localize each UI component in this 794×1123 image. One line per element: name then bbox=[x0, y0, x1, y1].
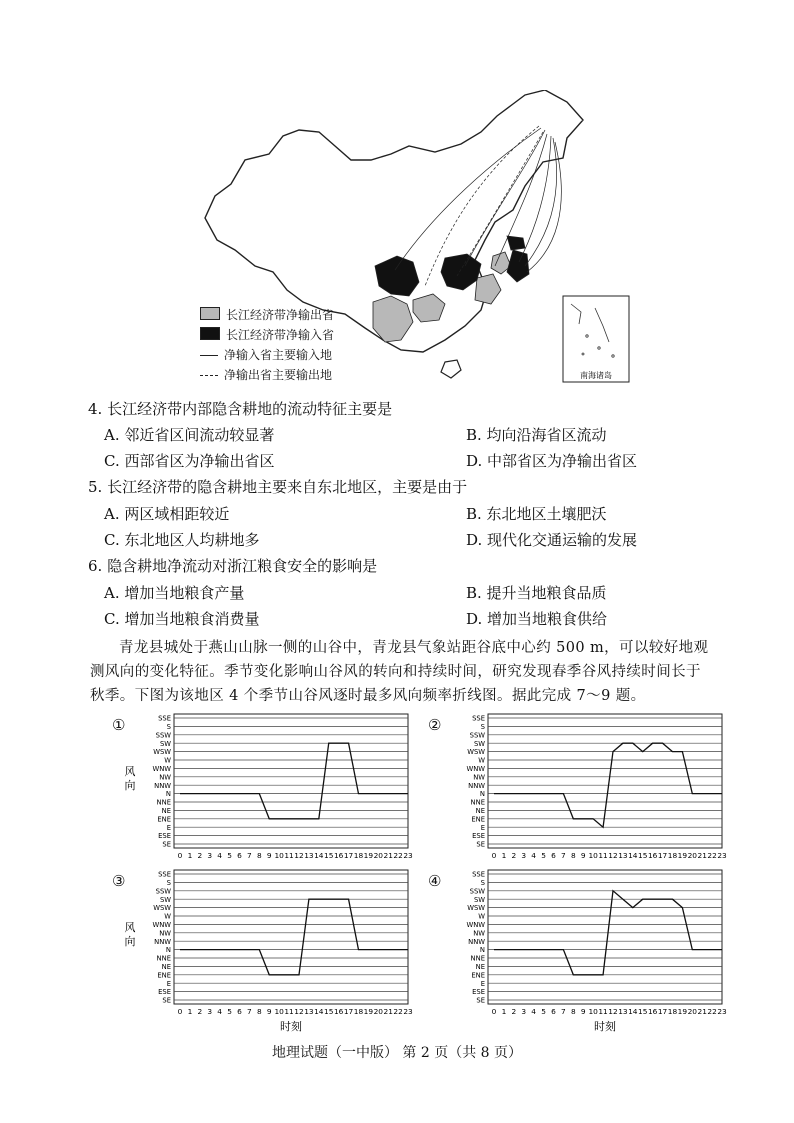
x-tick-label: 15 bbox=[324, 851, 334, 860]
x-tick-label: 5 bbox=[227, 851, 232, 860]
y-axis-label bbox=[125, 765, 136, 792]
question-6-stem: 6. 隐含耕地净流动对浙江粮食安全的影响是 bbox=[88, 557, 378, 575]
legend-export-flow bbox=[200, 366, 332, 383]
x-tick-label: 21 bbox=[697, 1007, 707, 1016]
y-tick-label: ENE bbox=[157, 815, 171, 824]
x-tick-label: 12 bbox=[608, 1007, 618, 1016]
plot-frame bbox=[488, 870, 722, 1004]
x-tick-label: 12 bbox=[608, 851, 618, 860]
x-tick-label: 12 bbox=[294, 851, 304, 860]
south-china-sea-inset bbox=[563, 296, 629, 382]
y-tick-label: E bbox=[480, 979, 485, 988]
question-6-option-b[interactable]: B. 提升当地粮食品质 bbox=[466, 584, 607, 602]
x-tick-label: 8 bbox=[256, 851, 262, 860]
export-province-hunan bbox=[475, 274, 501, 304]
x-tick-label: 9 bbox=[580, 851, 586, 860]
x-tick-label: 23 bbox=[403, 851, 413, 860]
y-tick-label: W bbox=[164, 756, 171, 765]
x-tick-label: 19 bbox=[677, 851, 688, 860]
y-tick-label: NE bbox=[475, 807, 485, 815]
y-tick-label: E bbox=[166, 979, 171, 988]
y-tick-label: ESE bbox=[158, 988, 171, 997]
x-tick-label: 13 bbox=[618, 1007, 628, 1016]
y-tick-label: SW bbox=[473, 739, 485, 748]
x-tick-label: 5 bbox=[541, 851, 546, 860]
x-tick-label: 2 bbox=[511, 1007, 517, 1016]
x-tick-label: 15 bbox=[638, 1007, 648, 1016]
china-map bbox=[195, 90, 635, 390]
x-tick-label: 15 bbox=[324, 1007, 334, 1016]
x-tick-label: 7 bbox=[247, 1007, 252, 1016]
question-6-option-a[interactable]: A. 增加当地粮食产量 bbox=[104, 584, 245, 602]
x-tick-label: 0 bbox=[177, 1007, 183, 1016]
y-tick-label: WNW bbox=[466, 765, 485, 773]
y-tick-label: SSW bbox=[469, 887, 485, 896]
x-tick-label: 6 bbox=[551, 851, 556, 860]
x-tick-label: 23 bbox=[717, 1007, 727, 1016]
x-tick-label: 1 bbox=[187, 1007, 193, 1016]
x-tick-label: 21 bbox=[383, 1007, 393, 1016]
y-tick-label: SSE bbox=[158, 870, 171, 879]
x-tick-label: 8 bbox=[570, 851, 576, 860]
chart-3-number: ③ bbox=[112, 872, 126, 890]
x-tick-label: 17 bbox=[343, 1007, 354, 1016]
series-line bbox=[180, 743, 408, 819]
x-tick-label: 16 bbox=[333, 1007, 344, 1016]
x-tick-label: 13 bbox=[618, 851, 628, 860]
x-tick-label: 23 bbox=[717, 851, 727, 860]
y-axis-label-char: 风 bbox=[124, 921, 136, 934]
question-5-option-a[interactable]: A. 两区域相距较近 bbox=[104, 505, 230, 523]
wind-chart-2 bbox=[432, 712, 732, 864]
x-tick-label: 20 bbox=[373, 851, 384, 860]
x-tick-label: 7 bbox=[247, 851, 252, 860]
y-tick-label: WNW bbox=[152, 921, 171, 929]
x-tick-label: 6 bbox=[551, 1007, 556, 1016]
wind-chart-4 bbox=[432, 868, 732, 1033]
x-tick-label: 4 bbox=[217, 1007, 223, 1016]
y-tick-label: SW bbox=[473, 895, 485, 904]
chart-4-number: ④ bbox=[428, 872, 442, 890]
x-tick-label: 3 bbox=[521, 851, 527, 860]
plot-frame bbox=[174, 714, 408, 848]
y-tick-label: NNE bbox=[156, 798, 171, 807]
y-tick-label: ENE bbox=[471, 971, 485, 980]
x-tick-label: 11 bbox=[598, 851, 608, 860]
y-tick-label: W bbox=[478, 756, 485, 765]
y-tick-label: SSE bbox=[472, 714, 485, 723]
x-tick-label: 19 bbox=[363, 851, 374, 860]
y-tick-label: NNW bbox=[468, 937, 485, 946]
series-line bbox=[180, 899, 408, 975]
x-tick-label: 20 bbox=[687, 1007, 698, 1016]
x-tick-label: 8 bbox=[256, 1007, 262, 1016]
y-tick-label: NW bbox=[473, 929, 485, 938]
y-tick-label: S bbox=[480, 879, 485, 887]
legend-black-swatch bbox=[200, 327, 220, 340]
y-tick-label: WSW bbox=[467, 748, 485, 757]
x-tick-label: 5 bbox=[541, 1007, 546, 1016]
y-tick-label: SE bbox=[476, 996, 485, 1005]
x-tick-label: 17 bbox=[657, 851, 668, 860]
x-tick-label: 16 bbox=[333, 851, 344, 860]
y-tick-label: WSW bbox=[467, 904, 485, 913]
x-tick-label: 9 bbox=[580, 1007, 586, 1016]
y-tick-label: NE bbox=[161, 963, 171, 971]
x-tick-label: 14 bbox=[628, 1007, 638, 1016]
x-tick-label: 14 bbox=[628, 851, 638, 860]
x-tick-label: 18 bbox=[667, 1007, 678, 1016]
y-tick-label: E bbox=[480, 823, 485, 832]
y-tick-label: SSE bbox=[158, 714, 171, 723]
y-tick-label: W bbox=[478, 912, 485, 921]
question-5-option-d[interactable]: D. 现代化交通运输的发展 bbox=[466, 531, 638, 549]
x-tick-label: 14 bbox=[314, 851, 324, 860]
x-tick-label: 11 bbox=[284, 851, 294, 860]
y-tick-label: SSE bbox=[472, 870, 485, 879]
x-tick-label: 21 bbox=[697, 851, 707, 860]
x-tick-label: 13 bbox=[304, 1007, 314, 1016]
x-tick-label: 10 bbox=[588, 1007, 598, 1016]
y-tick-label: S bbox=[166, 879, 171, 887]
chart-1-number: ① bbox=[112, 716, 126, 734]
plot-frame bbox=[488, 714, 722, 848]
x-tick-label: 0 bbox=[491, 1007, 497, 1016]
x-tick-label: 0 bbox=[491, 851, 497, 860]
y-tick-label: WSW bbox=[153, 904, 171, 913]
wind-chart-1 bbox=[118, 712, 418, 864]
y-tick-label: NNE bbox=[470, 954, 485, 963]
y-axis-label-char: 向 bbox=[124, 779, 136, 792]
legend-label: 长江经济带净输入省 bbox=[226, 328, 335, 342]
x-tick-label: 7 bbox=[561, 1007, 566, 1016]
x-tick-label: 3 bbox=[521, 1007, 527, 1016]
x-tick-label: 0 bbox=[177, 851, 183, 860]
y-tick-label: SE bbox=[476, 840, 485, 849]
y-tick-label: SE bbox=[162, 840, 171, 849]
x-axis-label: 时刻 bbox=[280, 1020, 302, 1033]
x-tick-label: 9 bbox=[266, 851, 272, 860]
y-tick-label: N bbox=[479, 790, 485, 799]
x-tick-label: 11 bbox=[284, 1007, 294, 1016]
y-tick-label: WNW bbox=[466, 921, 485, 929]
x-tick-label: 4 bbox=[531, 851, 537, 860]
y-tick-label: ENE bbox=[157, 971, 171, 980]
y-tick-label: SW bbox=[159, 739, 171, 748]
y-tick-label: ESE bbox=[158, 832, 171, 841]
y-tick-label: WSW bbox=[153, 748, 171, 757]
x-tick-label: 22 bbox=[393, 1007, 403, 1016]
x-tick-label: 18 bbox=[353, 1007, 364, 1016]
x-tick-label: 19 bbox=[677, 1007, 688, 1016]
question-4-stem: 4. 长江经济带内部隐含耕地的流动特征主要是 bbox=[88, 400, 393, 418]
y-tick-label: ESE bbox=[472, 832, 485, 841]
question-5-option-b[interactable]: B. 东北地区土壤肥沃 bbox=[466, 505, 607, 523]
y-tick-label: SSW bbox=[155, 731, 171, 740]
inset-label: 南海诸岛 bbox=[580, 371, 612, 380]
page-footer: 地理试题（一中版） 第 2 页（共 8 页） bbox=[271, 1045, 523, 1061]
y-tick-label: W bbox=[164, 912, 171, 921]
hainan-island bbox=[441, 360, 461, 378]
x-axis-label: 时刻 bbox=[594, 1020, 616, 1033]
question-5-stem: 5. 长江经济带的隐含耕地主要来自东北地区，主要是由于 bbox=[88, 478, 468, 496]
wind-chart-3 bbox=[118, 868, 418, 1033]
legend-export bbox=[200, 306, 334, 323]
y-tick-label: NNW bbox=[468, 781, 485, 790]
x-tick-label: 1 bbox=[187, 851, 193, 860]
x-tick-label: 16 bbox=[647, 851, 658, 860]
y-tick-label: NE bbox=[475, 963, 485, 971]
x-tick-label: 4 bbox=[217, 851, 223, 860]
y-tick-label: WNW bbox=[152, 765, 171, 773]
y-tick-label: N bbox=[165, 946, 171, 955]
legend-dashed-arrow-icon bbox=[200, 375, 218, 376]
x-tick-label: 4 bbox=[531, 1007, 537, 1016]
y-tick-label: NW bbox=[159, 929, 171, 938]
x-tick-label: 3 bbox=[207, 1007, 213, 1016]
legend-import bbox=[200, 326, 334, 343]
y-tick-label: NNE bbox=[156, 954, 171, 963]
x-tick-label: 2 bbox=[511, 851, 517, 860]
y-axis-label-char: 风 bbox=[124, 765, 136, 778]
x-tick-label: 6 bbox=[237, 1007, 242, 1016]
question-6-option-c[interactable]: C. 增加当地粮食消费量 bbox=[104, 610, 260, 628]
y-tick-label: N bbox=[479, 946, 485, 955]
y-tick-label: NNW bbox=[154, 781, 171, 790]
legend-label: 长江经济带净输出省 bbox=[226, 308, 335, 322]
x-tick-label: 17 bbox=[657, 1007, 668, 1016]
y-axis-label bbox=[125, 921, 136, 948]
y-tick-label: SE bbox=[162, 996, 171, 1005]
x-tick-label: 14 bbox=[314, 1007, 324, 1016]
legend-label: 净输出省主要输出地 bbox=[224, 368, 333, 382]
y-tick-label: ESE bbox=[472, 988, 485, 997]
x-tick-label: 8 bbox=[570, 1007, 576, 1016]
y-tick-label: SSW bbox=[155, 887, 171, 896]
y-tick-label: NE bbox=[161, 807, 171, 815]
y-tick-label: NNE bbox=[470, 798, 485, 807]
x-tick-label: 18 bbox=[667, 851, 678, 860]
x-tick-label: 7 bbox=[561, 851, 566, 860]
x-tick-label: 20 bbox=[373, 1007, 384, 1016]
legend-solid-arrow-icon bbox=[200, 355, 218, 356]
plot-frame bbox=[174, 870, 408, 1004]
x-tick-label: 1 bbox=[501, 1007, 507, 1016]
question-4-option-a[interactable]: A. 邻近省区间流动较显著 bbox=[104, 426, 275, 444]
x-tick-label: 16 bbox=[647, 1007, 658, 1016]
y-tick-label: E bbox=[166, 823, 171, 832]
legend-gray-swatch bbox=[200, 307, 220, 320]
x-tick-label: 5 bbox=[227, 1007, 232, 1016]
x-tick-label: 2 bbox=[197, 1007, 203, 1016]
x-tick-label: 22 bbox=[707, 1007, 717, 1016]
y-tick-label: ENE bbox=[471, 815, 485, 824]
x-tick-label: 18 bbox=[353, 851, 364, 860]
question-4-option-c[interactable]: C. 西部省区为净输出省区 bbox=[104, 452, 275, 470]
y-tick-label: SSW bbox=[469, 731, 485, 740]
question-5-option-c[interactable]: C. 东北地区人均耕地多 bbox=[104, 531, 260, 549]
y-tick-label: S bbox=[480, 723, 485, 731]
x-tick-label: 10 bbox=[274, 1007, 284, 1016]
import-province-zhejiang bbox=[507, 250, 529, 282]
x-tick-label: 1 bbox=[501, 851, 507, 860]
x-tick-label: 22 bbox=[707, 851, 717, 860]
x-tick-label: 10 bbox=[588, 851, 598, 860]
y-tick-label: NNW bbox=[154, 937, 171, 946]
x-tick-label: 11 bbox=[598, 1007, 608, 1016]
x-tick-label: 21 bbox=[383, 851, 393, 860]
x-tick-label: 2 bbox=[197, 851, 203, 860]
x-tick-label: 6 bbox=[237, 851, 242, 860]
y-tick-label: NW bbox=[159, 773, 171, 782]
x-tick-label: 12 bbox=[294, 1007, 304, 1016]
x-tick-label: 19 bbox=[363, 1007, 374, 1016]
y-tick-label: S bbox=[166, 723, 171, 731]
x-tick-label: 17 bbox=[343, 851, 354, 860]
y-tick-label: SW bbox=[159, 895, 171, 904]
passage-paragraph: 青龙县城处于燕山山脉一侧的山谷中，青龙县气象站距谷底中心约 500 m，可以较好地观测风向的变化特征。季节变化影响山谷风的转向和持续时间，研究发现春季谷风持续时间长于秋季。下图为该地区 4 个季节山谷风逐时最多风向频率折线图。据此完成 7～9 题。 bbox=[90, 640, 709, 704]
question-4-option-d[interactable]: D. 中部省区为净输出省区 bbox=[466, 452, 638, 470]
y-tick-label: N bbox=[165, 790, 171, 799]
chart-2-number: ② bbox=[428, 716, 442, 734]
question-6-option-d[interactable]: D. 增加当地粮食供给 bbox=[466, 610, 608, 628]
import-province-shanghai-jiangsu bbox=[507, 236, 525, 250]
legend-label: 净输入省主要输入地 bbox=[224, 348, 333, 362]
x-tick-label: 22 bbox=[393, 851, 403, 860]
x-tick-label: 20 bbox=[687, 851, 698, 860]
x-tick-label: 9 bbox=[266, 1007, 272, 1016]
x-tick-label: 13 bbox=[304, 851, 314, 860]
x-tick-label: 3 bbox=[207, 851, 213, 860]
y-axis-label-char: 向 bbox=[124, 935, 136, 948]
x-tick-label: 10 bbox=[274, 851, 284, 860]
legend-import-flow bbox=[200, 346, 332, 363]
x-tick-label: 23 bbox=[403, 1007, 413, 1016]
passage bbox=[90, 636, 710, 708]
x-tick-label: 15 bbox=[638, 851, 648, 860]
y-tick-label: NW bbox=[473, 773, 485, 782]
question-4-option-b[interactable]: B. 均向沿海省区流动 bbox=[466, 426, 607, 444]
